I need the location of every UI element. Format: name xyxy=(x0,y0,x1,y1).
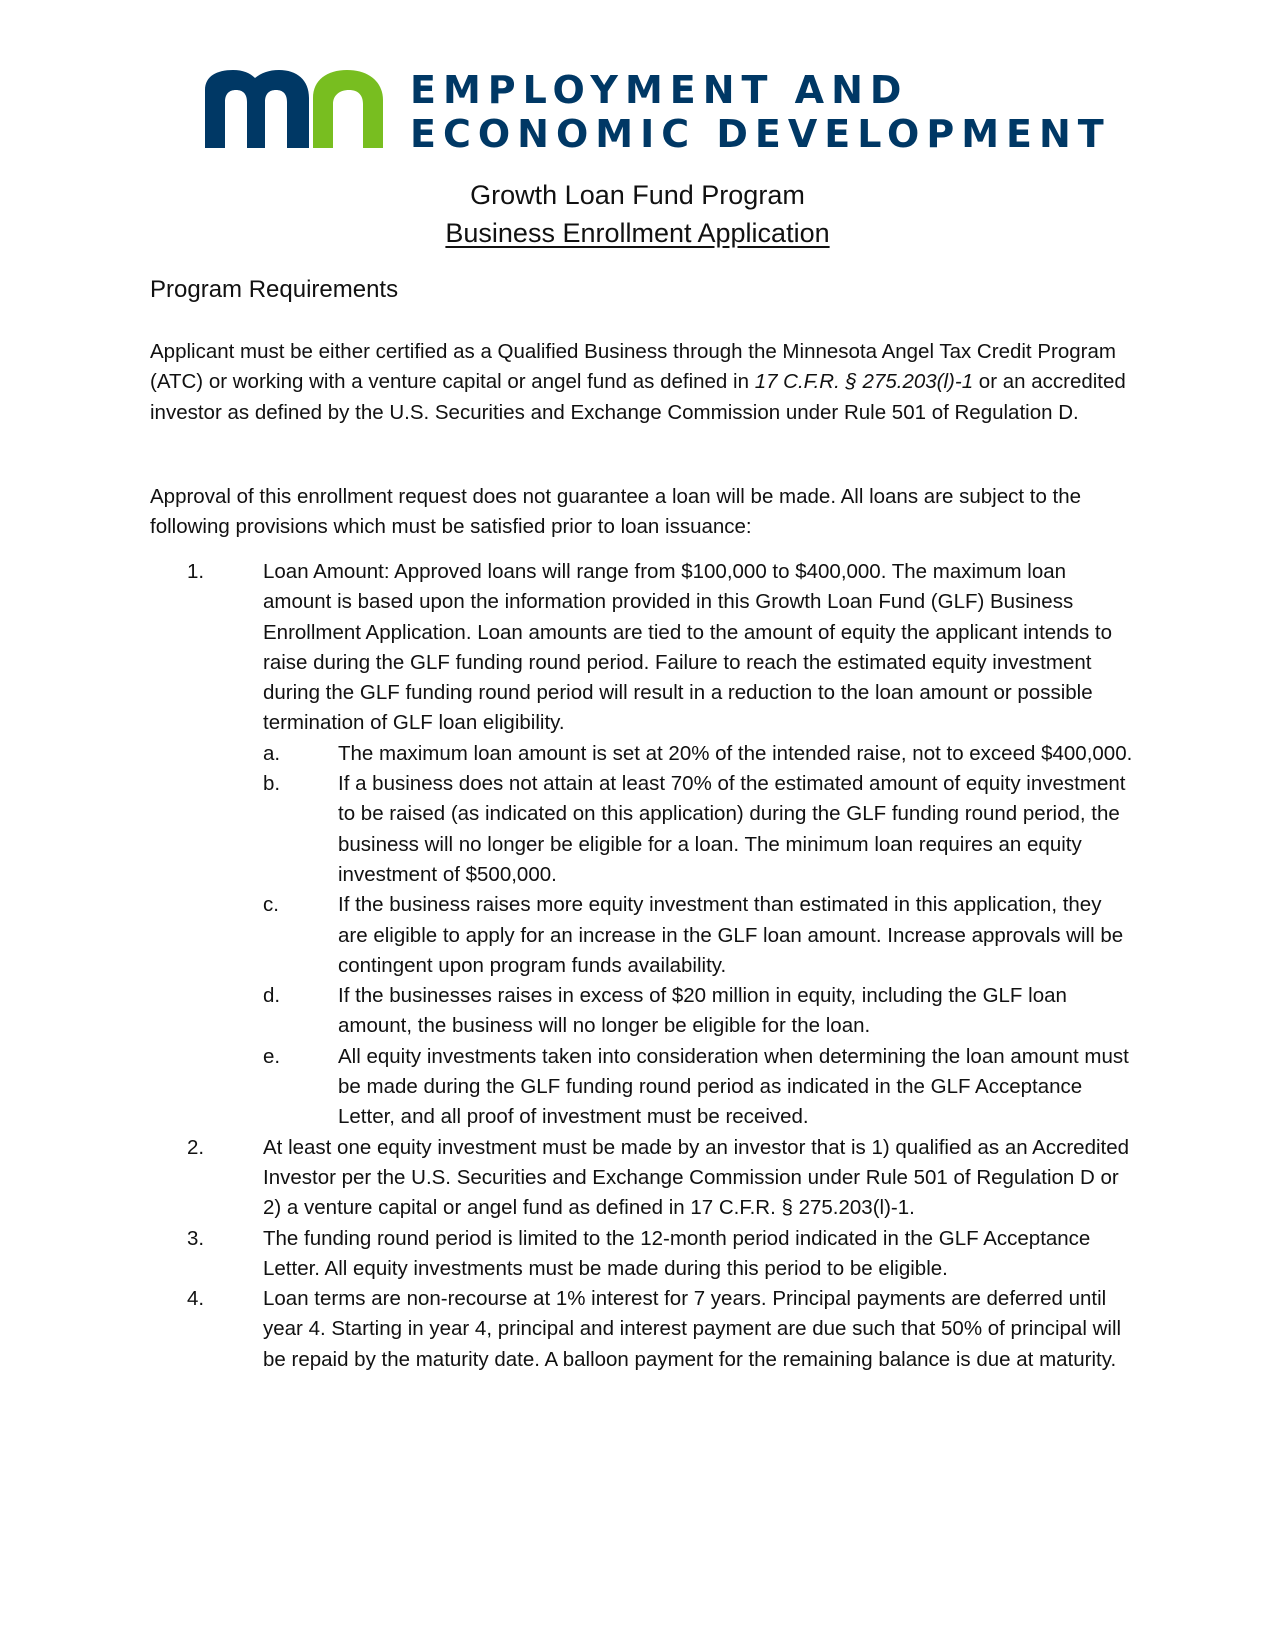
sublist-item xyxy=(263,769,1135,890)
sublist-item xyxy=(263,1042,1135,1133)
list-marker: 4. xyxy=(187,1287,205,1311)
title-block xyxy=(0,176,1275,252)
eligibility-text-before: Applicant must be either certified as a Qualified Business through the Minnesota Angel Tax Credit Program (ATC) or working with a venture capital or angel fund as defined in xyxy=(150,340,1116,394)
sublist-marker: b. xyxy=(263,772,281,796)
list-item xyxy=(150,1284,1135,1375)
sublist-item xyxy=(263,739,1135,769)
page-title: Growth Loan Fund Program xyxy=(470,180,805,210)
list-item xyxy=(150,1224,1135,1285)
mn-logo-icon xyxy=(205,70,385,148)
approval-paragraph: Approval of this enrollment request does not guarantee a loan will be made. All loans are subject to the following provisions which must be satisfied prior to loan issuance: xyxy=(150,485,1082,539)
sublist-marker: a. xyxy=(263,741,281,765)
sublist-item xyxy=(263,890,1135,981)
sublist-item-text: If the business raises more equity investment than estimated in this application, they are eligible to apply for an increase in the GLF loan amount. Increase approvals will be contingent upon program funds availability. xyxy=(338,893,1124,977)
page-subtitle: Business Enrollment Application xyxy=(445,218,830,248)
eligibility-paragraph xyxy=(150,337,1135,428)
sublist-item-text: If a business does not attain at least 70% of the estimated amount of equity investment to be raised (as indicated on this application) during the GLF funding round period, the business will no longer be eligible for a loan. The minimum loan requires an equity investment of $500,000. xyxy=(338,772,1126,886)
loan-amount-sublist xyxy=(263,739,1135,1133)
sublist-item xyxy=(263,981,1135,1042)
sublist-item-text: The maximum loan amount is set at 20% of the intended raise, not to exceed $400,000. xyxy=(338,741,1133,765)
list-item-text: Loan Amount: Approved loans will range from $100,000 to $400,000. The maximum loan amount is based upon the information provided in this Growth Loan Fund (GLF) Business Enrollment Application. Loan amounts are tied to the amount of equity the applicant intends to raise during the GLF funding round period. Failure to reach the estimated equity investment during the GLF funding round period will result in a reduction to the loan amount or possible termination of GLF loan eligibility. xyxy=(263,560,1113,735)
list-marker: 1. xyxy=(187,560,205,583)
eligibility-text-after: or an accredited investor as defined by the U.S. Securities and Exchange Commission under Rule 501 of Regulation D. xyxy=(150,370,1126,424)
sublist-item-text: If the businesses raises in excess of $20 million in equity, including the GLF loan amount, the business will no longer be eligible for the loan. xyxy=(338,984,1067,1038)
list-item xyxy=(150,557,1135,1133)
sublist-item-text: All equity investments taken into consideration when determining the loan amount must be made during the GLF funding round period as indicated in the GLF Acceptance Letter, and all proof of investment must be received. xyxy=(338,1044,1129,1129)
list-item-text: Loan terms are non-recourse at 1% interest for 7 years. Principal payments are deferred until year 4. Starting in year 4, principal and interest payment are due such that 50% of principal will be repaid by the maturity date. A balloon payment for the remaining balance is due at maturity. xyxy=(263,1287,1122,1371)
list-marker: 2. xyxy=(187,1135,205,1159)
logo-line-2: ECONOMIC DEVELOPMENT xyxy=(410,112,1111,156)
list-marker: 3. xyxy=(187,1226,205,1250)
list-item-text: The funding round period is limited to the 12-month period indicated in the GLF Acceptance Letter. All equity investments must be made during this period to be eligible. xyxy=(263,1226,1091,1280)
list-item-text: At least one equity investment must be made by an investor that is 1) qualified as an Accredited Investor per the U.S. Securities and Exchange Commission under Rule 501 of Regulation D or 2) a venture capital or angel fund as defined in 17 C.F.R. § 275.203(l)-1. xyxy=(263,1135,1130,1220)
logo-line-1: EMPLOYMENT AND xyxy=(410,68,909,112)
section-heading: Program Requirements xyxy=(150,276,399,303)
sublist-marker: e. xyxy=(263,1044,281,1068)
sublist-marker: d. xyxy=(263,984,281,1008)
citation: 17 C.F.R. § 275.203(l)-1 xyxy=(754,370,974,394)
sublist-marker: c. xyxy=(263,893,279,917)
logo-wordmark xyxy=(410,68,1275,156)
list-item xyxy=(150,1133,1135,1224)
provisions-list xyxy=(150,557,1135,1375)
